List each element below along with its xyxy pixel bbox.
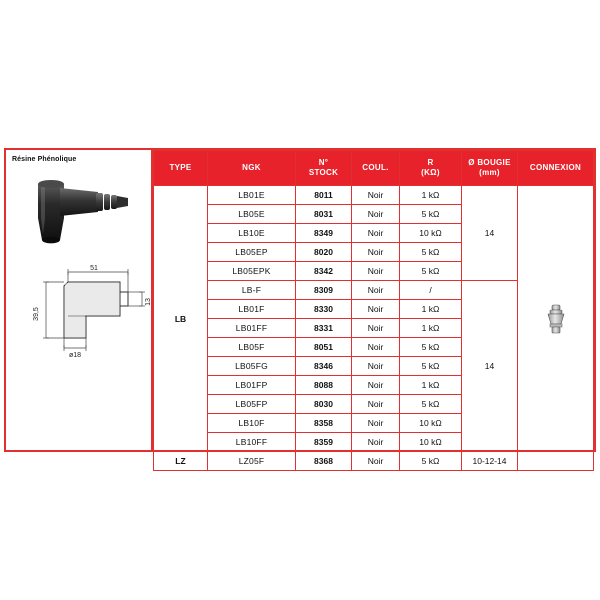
resistance-cell: 1 kΩ <box>400 186 462 205</box>
specs-table-wrap <box>153 150 594 466</box>
stock-number-cell: 8359 <box>296 433 352 452</box>
colour-cell: Noir <box>352 414 400 433</box>
ngk-cell: LB05F <box>208 338 296 357</box>
header-type: TYPE <box>154 151 208 186</box>
spark-plug-terminal-icon <box>545 304 567 334</box>
stock-number-cell: 8358 <box>296 414 352 433</box>
dim-length-text: 51 <box>90 265 98 272</box>
resistance-cell: 10 kΩ <box>400 224 462 243</box>
resistance-cell: 1 kΩ <box>400 376 462 395</box>
colour-cell: Noir <box>352 224 400 243</box>
header-stock-line2: STOCK <box>308 168 339 177</box>
colour-cell: Noir <box>352 243 400 262</box>
colour-cell: Noir <box>352 338 400 357</box>
resistance-cell: / <box>400 281 462 300</box>
resistance-cell: 5 kΩ <box>400 205 462 224</box>
header-stock-line1: N° <box>318 158 329 167</box>
stock-number-cell: 8030 <box>296 395 352 414</box>
colour-cell: Noir <box>352 319 400 338</box>
connexion-cell <box>518 186 594 452</box>
ngk-cell: LB05EP <box>208 243 296 262</box>
stock-number-cell: 8342 <box>296 262 352 281</box>
resistance-cell: 5 kΩ <box>400 243 462 262</box>
ngk-cell: LB05FG <box>208 357 296 376</box>
resistance-cell: 10 kΩ <box>400 433 462 452</box>
header-r-line2: (KΩ) <box>421 168 440 177</box>
resistance-cell: 5 kΩ <box>400 262 462 281</box>
plug-diameter-cell: 14 <box>462 281 518 452</box>
header-connexion: CONNEXION <box>518 151 594 186</box>
resistance-cell: 5 kΩ <box>400 338 462 357</box>
plug-diameter-cell: 14 <box>462 186 518 281</box>
colour-cell: Noir <box>352 281 400 300</box>
specs-table-body <box>154 186 594 471</box>
type-cell: LZ <box>154 452 208 471</box>
header-r <box>400 151 462 186</box>
dim-height-text: 39,5 <box>33 307 40 321</box>
dim-small-height-text: 13 <box>145 298 152 306</box>
stock-number-cell: 8330 <box>296 300 352 319</box>
colour-cell: Noir <box>352 376 400 395</box>
ngk-cell: LB01FP <box>208 376 296 395</box>
header-plug-line1: Ø BOUGIE <box>468 158 511 167</box>
spec-sheet <box>4 148 596 466</box>
stock-number-cell: 8346 <box>296 357 352 376</box>
ngk-cell: LB05E <box>208 205 296 224</box>
resin-label: Résine Phénolique <box>12 156 77 163</box>
ngk-cell: LB05FP <box>208 395 296 414</box>
illustration-panel <box>6 150 153 450</box>
table-header-row <box>154 151 594 186</box>
ngk-cell: LZ05F <box>208 452 296 471</box>
resistance-cell: 10 kΩ <box>400 414 462 433</box>
colour-cell: Noir <box>352 205 400 224</box>
plug-diameter-cell: 10-12-14 <box>462 452 518 471</box>
ngk-cell: LB05EPK <box>208 262 296 281</box>
colour-cell: Noir <box>352 357 400 376</box>
resistance-cell: 1 kΩ <box>400 319 462 338</box>
ngk-cell: LB10E <box>208 224 296 243</box>
colour-cell: Noir <box>352 262 400 281</box>
stock-number-cell: 8331 <box>296 319 352 338</box>
header-r-line1: R <box>427 158 434 167</box>
resistance-cell: 5 kΩ <box>400 395 462 414</box>
ngk-cell: LB01F <box>208 300 296 319</box>
ngk-cell: LB10FF <box>208 433 296 452</box>
header-coul: COUL. <box>352 151 400 186</box>
ngk-cell: LB01FF <box>208 319 296 338</box>
spark-plug-cap-photo <box>20 178 140 254</box>
colour-cell: Noir <box>352 300 400 319</box>
specs-table <box>153 150 594 471</box>
stock-number-cell: 8011 <box>296 186 352 205</box>
table-row <box>154 186 594 205</box>
connexion-cell <box>518 452 594 471</box>
colour-cell: Noir <box>352 186 400 205</box>
ngk-cell: LB01E <box>208 186 296 205</box>
header-plug-diameter <box>462 151 518 186</box>
header-plug-line2: (mm) <box>479 168 500 177</box>
type-cell: LB <box>154 186 208 452</box>
table-row <box>154 452 594 471</box>
stock-number-cell: 8031 <box>296 205 352 224</box>
header-stock <box>296 151 352 186</box>
stock-number-cell: 8309 <box>296 281 352 300</box>
resistance-cell: 5 kΩ <box>400 357 462 376</box>
resistance-cell: 5 kΩ <box>400 452 462 471</box>
stock-number-cell: 8368 <box>296 452 352 471</box>
dimension-drawing <box>24 262 164 358</box>
colour-cell: Noir <box>352 452 400 471</box>
resistance-cell: 1 kΩ <box>400 300 462 319</box>
colour-cell: Noir <box>352 433 400 452</box>
stock-number-cell: 8051 <box>296 338 352 357</box>
dim-diameter-text: ø18 <box>68 352 82 358</box>
colour-cell: Noir <box>352 395 400 414</box>
header-ngk: NGK <box>208 151 296 186</box>
stock-number-cell: 8088 <box>296 376 352 395</box>
stock-number-cell: 8349 <box>296 224 352 243</box>
ngk-cell: LB-F <box>208 281 296 300</box>
stock-number-cell: 8020 <box>296 243 352 262</box>
ngk-cell: LB10F <box>208 414 296 433</box>
